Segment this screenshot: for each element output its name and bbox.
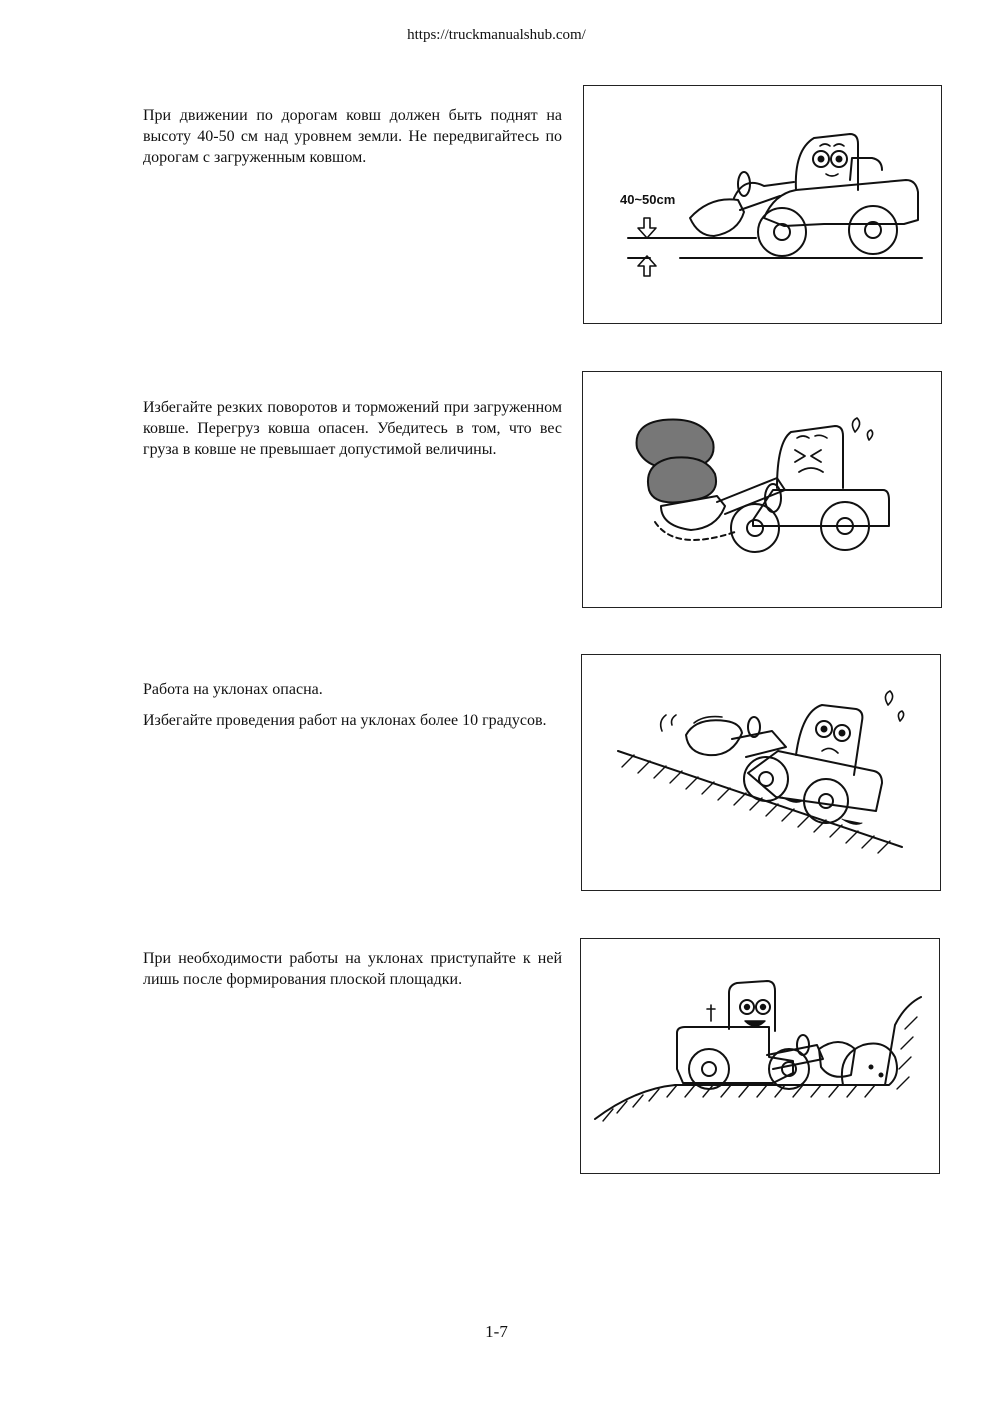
instruction-text-slope-limit: Избегайте проведения работ на уклонах более 10 градусов. (143, 712, 547, 729)
instruction-text-overload: Избегайте резких поворотов и торможений при загруженном ковше. Перегруз ковша опасен. Убедитесь в том, что вес груза в ковше не превышает допустимой величины. (143, 399, 562, 458)
loader-overloaded-bucket-illustration (583, 372, 943, 609)
loader-flat-platform-illustration (581, 939, 941, 1175)
source-url: https://truckmanualshub.com/ (407, 27, 586, 43)
figure-road-travel (583, 85, 942, 324)
instruction-text-flat-platform: При необходимости работы на уклонах приступайте к ней лишь после формирования плоской площадки. (143, 950, 562, 988)
page-number: 1-7 (485, 1322, 508, 1341)
loader-on-slope-illustration (582, 655, 942, 892)
figure-flat-platform (580, 938, 940, 1174)
figure-overload (582, 371, 942, 608)
instruction-text-road-travel: При движении по дорогам ковш должен быть поднят на высоту 40-50 см над уровнем земли. Не передвигайтесь по дорогам с загруженным ковшом. (143, 107, 562, 166)
height-label: 40~50cm (620, 192, 676, 207)
figure-slope (581, 654, 941, 891)
loader-raised-bucket-illustration (584, 86, 943, 325)
instruction-text-slope-danger: Работа на уклонах опасна. (143, 681, 323, 698)
